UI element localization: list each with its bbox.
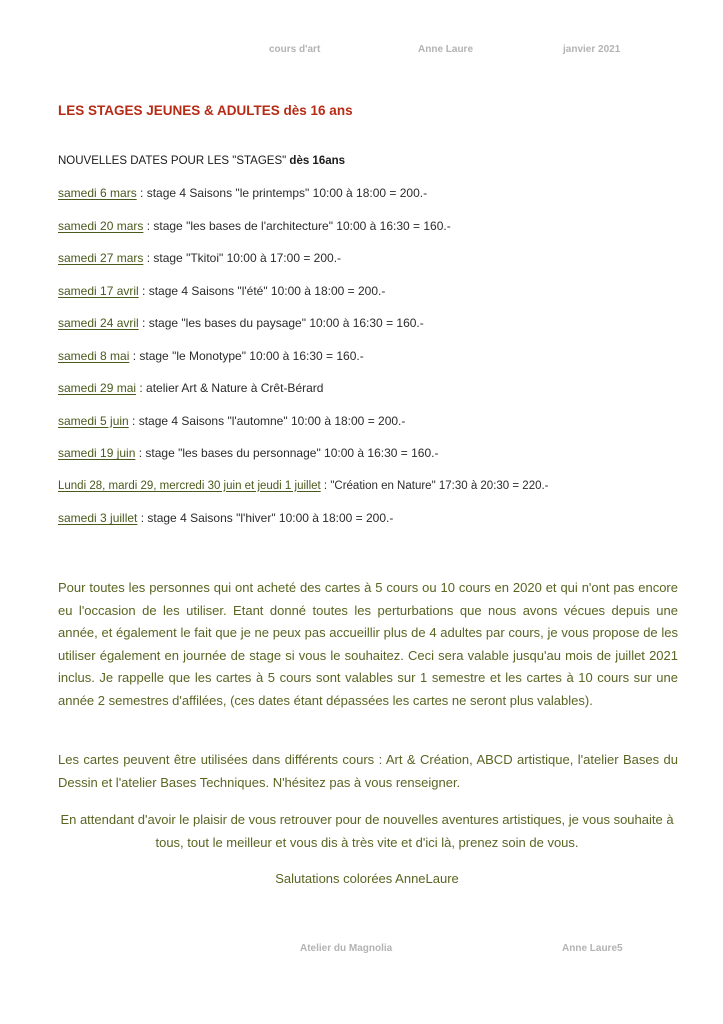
stage-date: samedi 29 mai: [58, 381, 137, 395]
paragraph-closing: En attendant d'avoir le plaisir de vous retrouver pour de nouvelles aventures artistiques, je vous souhaite à tous, tout le meilleur et vous dis à très vite et d'ici là, prenez soin de vous.: [60, 812, 674, 850]
stage-text: : atelier Art & Nature à Crêt-Bérard: [136, 381, 324, 395]
list-item: [58, 185, 549, 218]
header-left: cours d'art: [269, 44, 321, 55]
stage-date: samedi 6 mars: [58, 186, 137, 200]
subtitle-bold: dès 16ans: [289, 155, 346, 167]
header-right: janvier 2021: [563, 44, 621, 55]
stage-date: samedi 5 juin: [58, 413, 129, 428]
list-item: [58, 478, 549, 511]
list-item: [58, 250, 549, 283]
footer-left: Atelier du Magnolia: [300, 943, 393, 954]
stage-date: samedi 8 mai: [58, 348, 130, 363]
subtitle: [58, 155, 345, 167]
list-item: [58, 445, 549, 478]
page-title: LES STAGES JEUNES & ADULTES dès 16 ans: [58, 103, 353, 118]
stage-text: : stage "Tkitoi" 10:00 à 17:00 = 200.-: [143, 251, 342, 265]
list-item: [58, 380, 549, 413]
subtitle-prefix: NOUVELLES DATES POUR LES "STAGES": [58, 155, 290, 167]
list-item: [58, 218, 549, 251]
list-item: [58, 283, 549, 316]
stage-text: : stage 4 Saisons "le printemps" 10:00 à 18:00 = 200.-: [136, 186, 428, 200]
stage-text: : stage 4 Saisons "l'été" 10:00 à 18:00 = 200.-: [138, 283, 386, 298]
list-item: [58, 510, 549, 543]
stage-text: : stage "les bases de l'architecture" 10:00 à 16:30 = 160.-: [143, 218, 451, 233]
paragraph-cards-usage: Les cartes peuvent être utilisées dans différents cours : Art & Création, ABCD artistique, l'atelier Bases du Dessin et l'atelier Bases Techniques. N'hésitez pas à vous renseigner.: [58, 752, 678, 790]
stage-date: samedi 27 mars: [58, 251, 144, 265]
list-item: [58, 315, 549, 348]
paragraph-cards-info: Pour toutes les personnes qui ont acheté des cartes à 5 cours ou 10 cours en 2020 et qui n'ont pas encore eu l'occasion de les utiliser. Etant donné toutes les perturbations que nous avons vécues depuis une année, et également le fait que je ne peux pas accueillir plus de 4 adultes par cours, je vous propose de les utiliser également en journée de stage si vous le souhaitez. Ceci sera valable jusqu'au mois de juillet 2021 inclus. Je rappelle que les cartes à 5 cours sont valables sur 1 semestre et les cartes à 10 cours sur une année 2 semestres d'affilées, (ces dates étant dépassées les cartes ne seront plus valables).: [58, 580, 678, 708]
stage-date: samedi 17 avril: [58, 283, 139, 298]
stage-date: Lundi 28, mardi 29, mercredi 30 juin et jeudi 1 juillet: [58, 479, 321, 492]
list-item: [58, 348, 549, 381]
page-header: [0, 44, 723, 60]
stage-date: samedi 20 mars: [58, 218, 144, 233]
stage-list: [58, 185, 549, 543]
stage-text: : stage "les bases du personnage" 10:00 à 16:30 = 160.-: [135, 446, 439, 460]
stage-text: : stage "les bases du paysage" 10:00 à 16:30 = 160.-: [138, 316, 424, 330]
stage-date: samedi 19 juin: [58, 446, 136, 460]
signature: Salutations colorées AnneLaure: [275, 871, 459, 886]
list-item: [58, 413, 549, 446]
stage-text: : stage 4 Saisons "l'hiver" 10:00 à 18:00 = 200.-: [137, 511, 394, 525]
stage-text: : stage 4 Saisons "l'automne" 10:00 à 18:00 = 200.-: [128, 413, 406, 428]
page-footer: [0, 943, 723, 959]
header-center: Anne Laure: [418, 44, 474, 55]
stage-date: samedi 24 avril: [58, 316, 139, 330]
stage-text: : stage "le Monotype" 10:00 à 16:30 = 160.-: [129, 348, 364, 363]
footer-right: Anne Laure5: [562, 943, 623, 954]
stage-date: samedi 3 juillet: [58, 511, 138, 525]
stage-text: : "Création en Nature" 17:30 à 20:30 = 220.-: [320, 479, 549, 492]
